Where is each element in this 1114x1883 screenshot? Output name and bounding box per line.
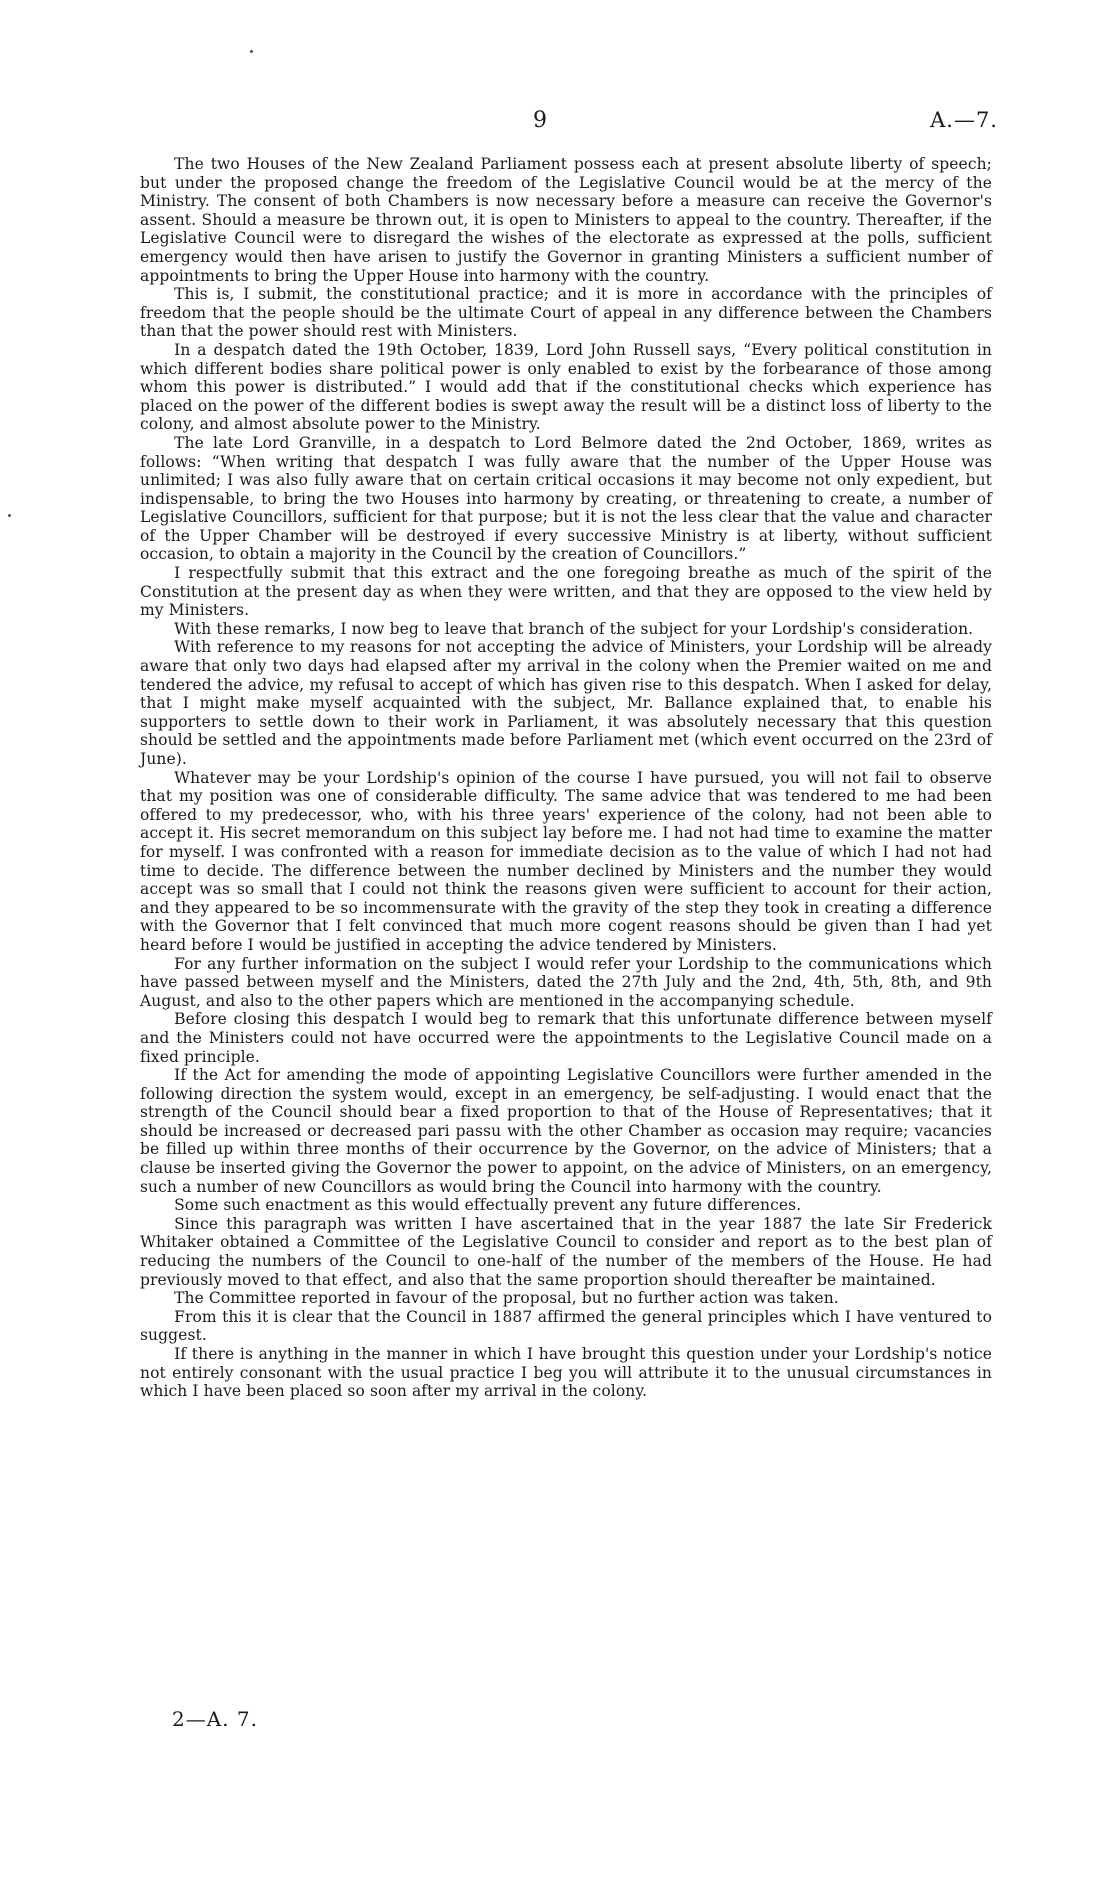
paragraph: This is, I submit, the constitutional practice; and it is more in accordance with the principles of freedom that the people should be the ultimate Court of appeal in any difference between the Chambers than that the power should rest with Ministers. [140,285,992,341]
paragraph: If the Act for amending the mode of appointing Legislative Councillors were further amended in the following direction the system would, except in an emergency, be self-adjusting. I would enact that the strength of the Council should bear a fixed proportion to that of the House of Representatives; that it should be increased or decreased pari passu with the other Chamber as occasion may require; vacancies be filled up within three months of their occurrence by the Governor, on the advice of Ministers; that a clause be inserted giving the Governor the power to appoint, on the advice of Ministers, on an emergency, such a number of new Councillors as would bring the Council into harmony with the country. [140,1066,992,1196]
paragraph: From this it is clear that the Council in 1887 affirmed the general principles which I have ventured to suggest. [140,1307,992,1345]
paragraph: Some such enactment as this would effectually prevent any future differences. [174,1196,802,1215]
scan-speck [8,514,11,517]
paragraph: The two Houses of the New Zealand Parliament possess each at present absolute liberty of speech; but under the proposed change the freedom of the Legislative Council would be at the mercy of the Ministry. The consent of both Chambers is now necessary before a measure can receive the Governor's assent. Should a measure be thrown out, it is open to Ministers to appeal to the country. Thereafter, if the Legislative Council were to disregard the wishes of the electorate as expressed at the polls, sufficient emergency would then have arisen to justify the Governor in granting Ministers a sufficient number of appointments to bring the Upper House into harmony with the country. [140,155,992,285]
paragraph: Since this paragraph was written I have ascertained that in the year 1887 the late Sir Frederick Whitaker obtained a Committee of the Legislative Council to consider and report as to the best plan of reducing the numbers of the Council to one-half of the number of the members of the House. He had previously moved to that effect, and also that the same proportion should thereafter be maintained. [140,1214,992,1289]
paragraph: Whatever may be your Lordship's opinion of the course I have pursued, you will not fail to observe that my position was one of considerable difficulty. The same advice that was tendered to me had been offered to my predecessor, who, with his three years' experience of the colony, had not been able to accept it. His secret memorandum on this subject lay before me. I had not had time to examine the matter for myself. I was confronted with a reason for immediate decision as to the value of which I had not had time to decide. The difference between the number declined by Ministers and the number they would accept was so small that I could not think the reasons given were sufficient to account for their action, and they appeared to be so incommensurate with the gravity of the step they took in creating a difference with the Governor that I felt convinced that much more cogent reasons should be given than I had yet heard before I would be justified in accepting the advice tendered by Ministers. [140,768,992,954]
document-reference: A.—7. [930,108,998,132]
paragraph: Before closing this despatch I would beg to remark that this unfortunate difference between myself and the Ministers could not have occurred were the appointments to the Legislative Council made on a fixed principle. [140,1010,992,1066]
page-number: 9 [533,108,548,133]
paragraph: For any further information on the subject I would refer your Lordship to the communications which have passed between myself and the Ministers, dated the 27th July and the 2nd, 4th, 5th, 8th, and 9th August, and also to the other papers which are mentioned in the accompanying schedule. [140,954,992,1010]
paragraph: The Committee reported in favour of the proposal, but no further action was taken. [174,1289,839,1308]
paragraph: If there is anything in the manner in which I have brought this question under your Lordship's notice not entirely consonant with the usual practice I beg you will attribute it to the unusual circumstances in which I have been placed so soon after my arrival in the colony. [140,1345,992,1401]
paragraph: I respectfully submit that this extract and the one foregoing breathe as much of the spirit of the Constitution at the present day as when they were written, and that they are opposed to the view held by my Ministers. [140,564,992,620]
scan-speck [250,50,253,53]
paragraph: In a despatch dated the 19th October, 1839, Lord John Russell says, “Every political constitution in which different bodies share political power is only enabled to exist by the forbearance of those among whom this power is distributed.” I would add that if the constitutional checks which experience has placed on the power of the different bodies is swept away the result will be a distinct loss of liberty to the colony, and almost absolute power to the Ministry. [140,340,992,434]
paragraph: With reference to my reasons for not accepting the advice of Ministers, your Lordship will be already aware that only two days had elapsed after my arrival in the colony when the Premier waited on me and tendered the advice, my refusal to accept of which has given rise to this despatch. When I asked for delay, that I might make myself acquainted with the subject, Mr. Ballance explained that, to enable his supporters to settle down to their work in Parliament, it was absolutely necessary that this question should be settled and the appointments made before Parliament met (which event occurred on the 23rd of June). [140,638,992,768]
paragraph: With these remarks, I now beg to leave that branch of the subject for your Lordship's consideration. [174,619,974,638]
body-text [140,155,992,1401]
signature-mark: 2—A. 7. [172,1707,258,1731]
page-header [138,108,998,142]
paragraph: The late Lord Granville, in a despatch to Lord Belmore dated the 2nd October, 1869, writes as follows: “When writing that despatch I was fully aware that the number of the Upper House was unlimited; I was also fully aware that on certain critical occasions it may become not only expedient, but indispensable, to bring the two Houses into harmony by creating, or threatening to create, a number of Legislative Councillors, sufficient for that purpose; but it is not the less clear that the value and character of the Upper Chamber will be destroyed if every successive Ministry is at liberty, without sufficient occasion, to obtain a majority in the Council by the creation of Councillors.” [140,433,992,564]
